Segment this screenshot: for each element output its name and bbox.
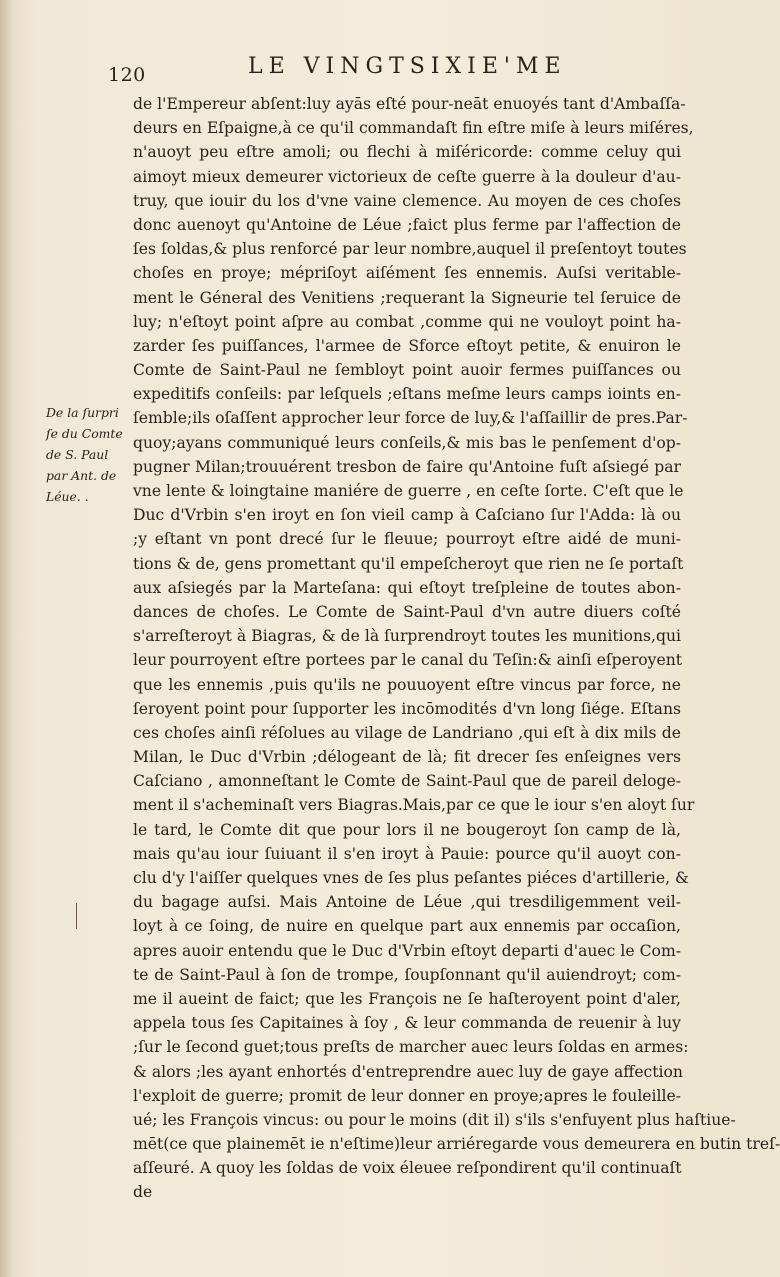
text-line: me il aueint de faict; que les François ne ſe haſteroyent point d'aler, [133, 989, 681, 1008]
text-line: appela tous ſes Capitaines à ſoy , & leur commanda de reuenir à luy [133, 1014, 681, 1033]
margin-note-line: De la ſurpri [46, 405, 119, 420]
margin-note-line: ſe du Comte [46, 426, 123, 441]
text-line: donc auenoyt qu'Antoine de Léue ;faict plus ferme par l'affection de [133, 215, 681, 234]
text-line: leur pourroyent eſtre portees par le canal du Teſin:& ainſi eſperoyent [133, 651, 683, 670]
text-line: le tard, le Comte dit que pour lors il ne bougeroyt ſon camp de là, [133, 820, 681, 839]
text-line: ment il s'acheminaſt vers Biagras.Mais,par ce que le iour s'en aloyt ſur [133, 796, 695, 815]
text-line: que les ennemis ,puis qu'ils ne pouuoyent eſtre vincus par force, ne [133, 675, 681, 694]
text-line: aux aſsiegés par la Marteſana: qui eſtoyt treſpleine de toutes abon- [133, 578, 681, 597]
text-line: quoy;ayans communiqué leurs conſeils,& mis bas le penſement d'op- [133, 433, 681, 452]
text-line: luy; n'eſtoyt point aſpre au combat ,comme qui ne vouloyt point ha- [133, 312, 681, 331]
text-line: ;y eſtant vn pont drecé ſur le fleuue; pourroyt eſtre aidé de muni- [133, 530, 681, 549]
margin-note-line: de S. Paul [46, 447, 109, 462]
text-line: ué; les François vincus: ou pour le moins (dit il) s'ils s'enfuyent plus haſtiue- [133, 1110, 736, 1129]
text-line: zarder ſes puiſſances, l'armee de Sforce eſtoyt petite, & enuiron le [133, 336, 681, 355]
text-line: apres auoir entendu que le Duc d'Vrbin eſtoyt departi d'auec le Com- [133, 941, 681, 960]
body-text [133, 92, 780, 1205]
text-line: vne lente & loingtaine maniére de guerre , en ceſte ſorte. C'eſt que le [133, 482, 684, 500]
text-line: & alors ;les ayant enhortés d'entreprendre auec luy de gaye affection [133, 1062, 683, 1081]
text-line: du bagage auſsi. Mais Antoine de Léue ,qui tresdiligemment veil- [133, 893, 681, 912]
margin-note [46, 402, 132, 507]
page-number: 120 [108, 64, 146, 86]
margin-bracket-mark [76, 903, 80, 929]
text-line: choſes en proye; mépriſoyt aiſément ſes ennemis. Auſsi veritable- [133, 264, 681, 283]
text-line: ment le Géneral des Venitiens ;requerant la Signeurie tel ſeruice de [133, 288, 681, 307]
gutter-shadow [0, 0, 14, 1277]
text-line: ſeroyent point pour ſupporter les incōmodités d'vn long ſiége. Eſtans [133, 699, 681, 718]
text-line: s'arreſteroyt à Biagras, & de là ſurprendroyt toutes les munitions,qui [133, 627, 681, 646]
text-line: Caſciano , amonneſtant le Comte de Saint-Paul que de pareil deloge- [133, 772, 681, 791]
text-line: loyt à ce ſoing, de nuire en quelque part aux ennemis par occaſion, [133, 917, 681, 936]
text-line: Comte de Saint-Paul ne ſembloyt point auoir fermes puiſſances ou [133, 361, 681, 380]
text-line: ſes ſoldas,& plus renforcé par leur nombre,auquel il preſentoyt toutes [133, 240, 687, 259]
margin-note-line: Léue. . [46, 489, 89, 504]
text-line: ces choſes ainſi réſolues au vilage de Landriano ,qui eſt à dix mils de [133, 723, 681, 742]
text-line: mēt(ce que plainemēt ie n'eſtime)leur arriéregarde vous demeurera en butin treſ- [133, 1135, 780, 1154]
text-line: Duc d'Vrbin s'en iroyt en ſon vieil camp à Caſciano ſur l'Adda: là ou [133, 506, 681, 525]
text-line: pugner Milan;trouuérent tresbon de faire qu'Antoine fuſt aſsiegé par [133, 457, 681, 476]
text-line: tions & de, gens promettant qu'il empeſcheroyt que rien ne ſe portaſt [133, 554, 684, 573]
text-line: deurs en Eſpaigne,à ce qu'il commandaſt fin eſtre miſe à leurs miſéres, [133, 119, 694, 138]
text-line: ſemble;ils oſaſſent approcher leur force de luy,& l'aſſaillir de pres.Par- [133, 409, 688, 428]
text-line: aimoyt mieux demeurer victorieux de ceſte guerre à la douleur d'au- [133, 167, 681, 186]
text-line: expeditifs conſeils: par leſquels ;eſtans meſme leurs camps ioints en- [133, 385, 681, 404]
text-line: l'exploit de guerre; promit de leur donner en proye;apres le fouleille- [133, 1086, 681, 1105]
text-line: te de Saint-Paul à ſon de trompe, ſoupſonnant qu'il auiendroyt; com- [133, 965, 681, 984]
text-line: aſſeuré. A quoy les ſoldas de voix éleuee reſpondirent qu'il continuaſt [133, 1159, 682, 1178]
running-head: LE VINGTSIXIE'ME [248, 54, 567, 79]
text-line: clu d'y l'aiſſer quelques vnes de ſes plus peſantes piéces d'artillerie, & [133, 869, 689, 887]
text-line: de [133, 1183, 153, 1202]
text-line: de l'Empereur abſent:luy ayās eſté pour-neāt enuoyés tant d'Ambaſſa- [133, 95, 686, 113]
text-line: mais qu'au iour ſuiuant il s'en iroyt à Pauie: pource qu'il auoyt con- [133, 844, 681, 863]
text-line: ;ſur le ſecond guet;tous preſts de marcher auec leurs ſoldas en armes: [133, 1038, 689, 1057]
text-line: Milan, le Duc d'Vrbin ;délogeant de là; fit drecer ſes enſeignes vers [133, 748, 681, 767]
text-line: dances de choſes. Le Comte de Saint-Paul d'vn autre diuers coſté [133, 602, 681, 621]
text-line: n'auoyt peu eſtre amoli; ou flechi à miſéricorde: comme celuy qui [133, 143, 681, 162]
text-line: truy, que iouir du los d'vne vaine clemence. Au moyen de ces choſes [133, 191, 681, 210]
margin-note-line: par Ant. de [46, 468, 117, 483]
